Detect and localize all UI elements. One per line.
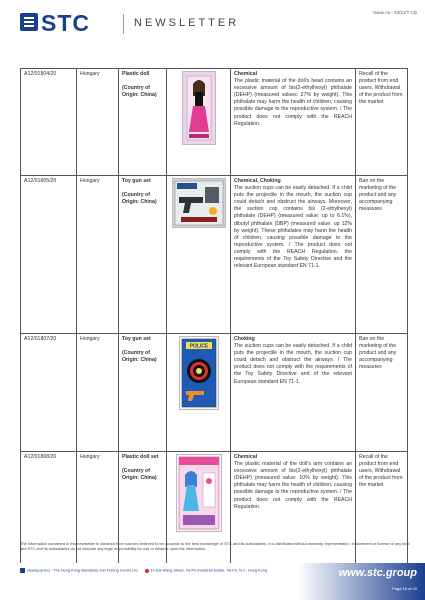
disclaimer-text: The information contained in this newsletter is obtained from sources believed to be accurate to the best knowledge of STC and its subsidiaries. It is distributed without warranty, representation, inducement or license of any kind and STC and its subsidiaries do not assume any legal responsibility for use or reliance upon the information. [20, 541, 410, 551]
risk-cell [231, 452, 356, 574]
risk-cell [231, 334, 356, 452]
risk-title: Chemical [234, 71, 258, 77]
product-cell [119, 334, 167, 452]
risk-text: The plastic material of the doll's head contains an excessive amount of bis(2-ethylhexyl) phthalate (DEHP) (measured values: 27% by weight). This phthalate may harm the health of children, causing possible damage to the reproductive system. / The product does not comply with the REACH Regulation. [234, 78, 352, 127]
product-name: Toy gun set [122, 336, 151, 342]
origin-label: (Country of Origin: China) [122, 350, 157, 364]
page-header [0, 0, 425, 44]
country-cell: Hungary [77, 69, 119, 176]
stc-logo-icon [20, 13, 38, 31]
photo-cell [167, 452, 231, 574]
header-divider [123, 14, 124, 34]
product-name: Toy gun set [122, 178, 151, 184]
plastic-doll-set-photo [176, 454, 222, 532]
measures-cell: Recall of the product from end users, Withdrawal of the product from the market [356, 69, 408, 176]
product-cell [119, 452, 167, 574]
product-cell [119, 176, 167, 334]
website-link[interactable]: www.stc.group [338, 567, 417, 579]
ref-cell: A12/01804/20 [21, 69, 77, 176]
police-toy-gun-set-photo [179, 336, 219, 410]
risk-cell [231, 69, 356, 176]
footer-address [20, 568, 267, 573]
photo-cell [167, 176, 231, 334]
country-cell: Hungary [77, 176, 119, 334]
risk-text: The suction cups can be easily detached. If a child puts the projectile in the mouth, the suction cup could detach and obstruct the airways. / The product does not comply with the requirements of the Toy Safety Directive and of the relevant European standard EN 71-1. [234, 343, 352, 385]
risk-text: The plastic material of the doll's arm contains an excessive amount of bis(2-ethylhexyl) phthalate (DEHP) (measured value: 10% by weight). This phthalate may harm the health of children, causing possible damage to the reproductive system. / The product does not comply with the REACH Regulation. [234, 461, 352, 510]
risk-title: Chemical, Choking [234, 178, 281, 184]
stc-logo-text: STC [41, 10, 90, 36]
origin-label: (Country of Origin: China) [122, 468, 157, 482]
headquarters-text: Headquarters - The Hong Kong Standards and Testing Centre Ltd. [27, 568, 139, 573]
measures-cell: Recall of the product from end users, Withdrawal of the product from the market [356, 452, 408, 574]
risk-title: Chemical [234, 454, 258, 460]
origin-label: (Country of Origin: China) [122, 85, 157, 99]
address-text: 10 Dai Wang Street, Tai Po Industrial Estate, Tai Po, N.T., Hong Kong [150, 568, 267, 573]
country-cell: Hungary [77, 452, 119, 574]
table-row [21, 334, 408, 452]
measures-cell: Ban on the marketing of the product and any accompanying measures [356, 176, 408, 334]
ref-cell: A12/01808/20 [21, 452, 77, 574]
page-number: Page 16 of 20 [392, 586, 417, 591]
issue-number: Issue no.: 03/21/T CD [373, 10, 417, 15]
plastic-doll-photo [182, 71, 216, 145]
risk-title: Choking [234, 336, 255, 342]
origin-label: (Country of Origin: China) [122, 192, 157, 206]
risk-text: The suction cups can be easily detached. If a child puts the projectile in the mouth, the suction cup could detach and obstruct the airways. Moreover, the suction cup contains bis (2-ethylhexyl) phthalate (DEHP) (measured value: up to 6.1%), dibutyl phthalate (DBP) (measured value: up 12% by weight). These phthalates may harm the health of children, causing possible damage to the reproductive system. / The product does not comply with the REACH Regulation, the requirements of the Toy Safety Directive and the relevant European standard EN 71-1. [234, 185, 352, 270]
building-icon [20, 568, 25, 573]
country-cell: Hungary [77, 334, 119, 452]
product-name: Plastic doll set [122, 454, 159, 460]
svg-text:POLICE: POLICE [189, 343, 208, 350]
toy-gun-set-photo [172, 178, 226, 228]
risk-cell [231, 176, 356, 334]
table-row [21, 452, 408, 574]
photo-cell [167, 69, 231, 176]
product-cell [119, 69, 167, 176]
location-pin-icon [145, 569, 149, 573]
table-row [21, 69, 408, 176]
photo-cell [167, 334, 231, 452]
product-name: Plastic doll [122, 71, 150, 77]
table-row [21, 176, 408, 334]
ref-cell: A12/01805/20 [21, 176, 77, 334]
measures-cell: Ban on the marketing of the product and any accompanying measures [356, 334, 408, 452]
alert-table [20, 68, 408, 574]
ref-cell: A12/01807/20 [21, 334, 77, 452]
newsletter-title: NEWSLETTER [134, 17, 240, 29]
